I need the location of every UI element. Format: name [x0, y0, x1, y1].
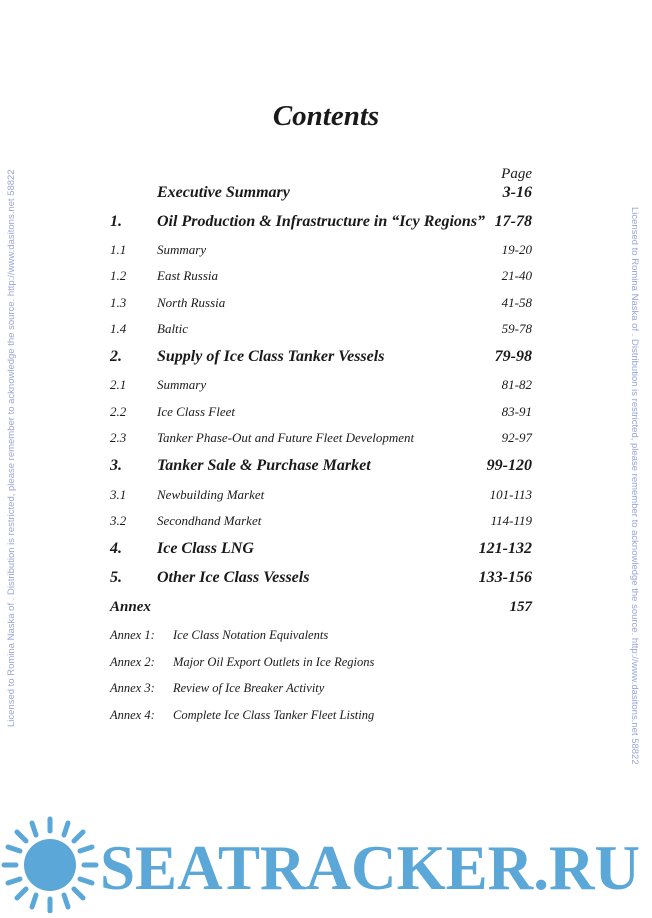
toc-annex-item-4[interactable] [0, 708, 652, 730]
toc-entry-pages: 133-156 [478, 569, 532, 586]
toc-entry-number: 3.1 [110, 487, 127, 502]
toc-section-5[interactable] [0, 569, 652, 591]
toc-entry-label: Tanker Sale & Purchase Market [157, 457, 371, 474]
toc-entry-label: Summary [157, 377, 207, 392]
toc-subsection-1-1[interactable] [0, 242, 652, 264]
toc-entry-number: Annex 4: [110, 708, 155, 722]
toc-annex-heading[interactable] [0, 599, 652, 621]
toc-entry-pages: 99-120 [486, 457, 532, 474]
toc-entry-label: Ice Class LNG [157, 540, 254, 557]
page-title: Contents [272, 100, 380, 132]
toc-entry-executive-summary[interactable] [0, 184, 652, 206]
toc-entry-label: East Russia [157, 268, 219, 283]
toc-entry-number: 1. [110, 213, 122, 230]
toc-entry-pages: 17-78 [494, 213, 532, 230]
toc-entry-number: 5. [110, 569, 122, 586]
toc-entry-number: 1.1 [110, 242, 127, 257]
toc-entry-number: Annex 3: [110, 681, 155, 695]
toc-section-4[interactable] [0, 540, 652, 562]
toc-entry-label: Complete Ice Class Tanker Fleet Listing [173, 708, 375, 722]
toc-entry-pages: 92-97 [501, 430, 532, 445]
toc-subsection-2-2[interactable] [0, 404, 652, 426]
toc-entry-number: 1.4 [110, 321, 127, 336]
toc-annex-item-3[interactable] [0, 681, 652, 703]
toc-entry-pages: 121-132 [478, 540, 532, 557]
toc-entry-pages: 19-20 [501, 242, 532, 257]
toc-entry-number: 1.3 [110, 295, 127, 310]
logo-text: SEATRACKER.RU [100, 832, 640, 903]
toc-entry-pages: 41-58 [501, 295, 532, 310]
toc-entry-label: Annex [110, 599, 151, 615]
toc-subsection-2-3[interactable] [0, 430, 652, 452]
toc-entry-label: North Russia [157, 295, 226, 310]
toc-entry-label: Major Oil Export Outlets in Ice Regions [173, 655, 375, 669]
toc-subsection-3-2[interactable] [0, 513, 652, 535]
toc-entry-pages: 79-98 [494, 348, 532, 365]
toc-entry-label: Other Ice Class Vessels [157, 569, 310, 586]
toc-entry-number: 2.1 [110, 377, 127, 392]
toc-entry-label: Baltic [157, 321, 189, 336]
toc-subsection-1-2[interactable] [0, 268, 652, 290]
toc-entry-number: 2. [110, 348, 122, 365]
toc-entry-number: 2.3 [110, 430, 127, 445]
toc-annex-item-2[interactable] [0, 655, 652, 677]
toc-entry-pages: 81-82 [501, 377, 532, 392]
toc-entry-label: Ice Class Notation Equivalents [173, 628, 329, 642]
toc-section-2[interactable] [0, 348, 652, 370]
toc-entry-label: Oil Production & Infrastructure in “Icy Regions” [157, 213, 486, 230]
toc-entry-label: Executive Summary [157, 184, 290, 201]
toc-entry-label: Summary [157, 242, 207, 257]
toc-entry-label: Newbuilding Market [157, 487, 265, 502]
toc-entry-pages: 101-113 [489, 487, 532, 502]
toc-entry-number: Annex 1: [110, 628, 155, 642]
side-watermark-left: Licensed to Romina Naska of . Distribution is restricted, please remember to acknowledge the source. http://www.dasitons.net 58822 [6, 169, 17, 727]
sun-icon [4, 819, 96, 911]
toc-entry-pages: 21-40 [501, 268, 532, 283]
toc-entry-number: 4. [110, 540, 122, 557]
toc-annex-item-1[interactable] [0, 628, 652, 650]
toc-section-1[interactable] [0, 213, 652, 235]
toc-section-3[interactable] [0, 457, 652, 479]
toc-subsection-1-4[interactable] [0, 321, 652, 343]
side-watermark-right: Licensed to Romina Naska of . Distribution is restricted, please remember to acknowledge the source. http://www.dasitons.net 58822 [629, 207, 640, 765]
toc-entry-number: 3.2 [110, 513, 127, 528]
toc-subsection-2-1[interactable] [0, 377, 652, 399]
toc-entry-pages: 59-78 [501, 321, 532, 336]
page-column-header: Page [501, 166, 532, 182]
toc-entry-number: Annex 2: [110, 655, 155, 669]
toc-entry-number: 3. [110, 457, 122, 474]
toc-entry-number: 2.2 [110, 404, 127, 419]
toc-entry-label: Ice Class Fleet [157, 404, 235, 419]
toc-entry-pages: 157 [509, 599, 532, 615]
toc-subsection-3-1[interactable] [0, 487, 652, 509]
toc-entry-label: Review of Ice Breaker Activity [173, 681, 325, 695]
toc-entry-number: 1.2 [110, 268, 127, 283]
toc-entry-pages: 83-91 [501, 404, 532, 419]
toc-entry-pages: 114-119 [490, 513, 532, 528]
toc-entry-label: Secondhand Market [157, 513, 262, 528]
seatracker-logo [0, 815, 652, 913]
toc-entry-label: Supply of Ice Class Tanker Vessels [157, 348, 385, 365]
toc-entry-label: Tanker Phase-Out and Future Fleet Development [157, 430, 415, 445]
toc-entry-pages: 3-16 [502, 184, 532, 201]
toc-subsection-1-3[interactable] [0, 295, 652, 317]
